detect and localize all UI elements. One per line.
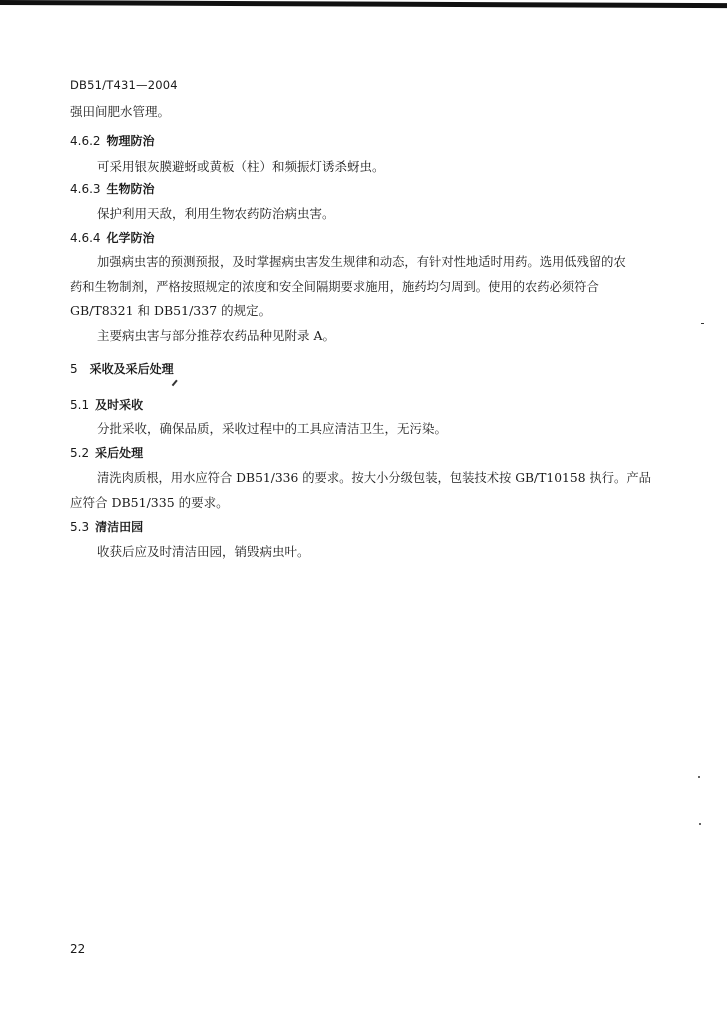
section-heading-5-2 xyxy=(70,445,143,461)
section-title: 化学防治 xyxy=(106,231,155,245)
scan-speck xyxy=(701,323,704,324)
section-heading-4-6-2 xyxy=(70,133,155,149)
section-heading-4-6-4 xyxy=(70,230,155,246)
paragraph-recommended-pesticides: 主要病虫害与部分推荐农药品种见附录 A。 xyxy=(97,328,336,343)
section-title: 及时采收 xyxy=(95,398,144,412)
scan-speck xyxy=(699,823,701,825)
paragraph-physical-control: 可采用银灰膜避蚜或黄板（柱）和频振灯诱杀蚜虫。 xyxy=(97,159,385,174)
paragraph-chemical-control-line-3: GB/T8321 和 DB51/337 的规定。 xyxy=(70,303,272,318)
section-title: 清洁田园 xyxy=(95,520,144,534)
section-number: 5.2 xyxy=(70,446,90,460)
paragraph-chemical-control-line-2: 药和生物制剂，严格按照规定的浓度和安全间隔期要求施用，施药均匀周到。使用的农药必须符合 xyxy=(70,280,599,294)
section-heading-5-1 xyxy=(70,397,143,413)
section-number: 4.6.3 xyxy=(70,182,101,196)
section-heading-5-3 xyxy=(70,519,143,535)
scan-top-border xyxy=(0,0,727,8)
paragraph-post-harvest-line-2: 应符合 DB51/335 的要求。 xyxy=(70,495,229,510)
pen-mark xyxy=(172,380,178,386)
chapter-title: 采收及采后处理 xyxy=(89,362,174,376)
section-title: 物理防治 xyxy=(106,134,155,148)
section-number: 5.3 xyxy=(70,520,90,534)
paragraph-post-harvest-line-1: 清洗肉质根，用水应符合 DB51/336 的要求。按大小分级包装，包装技术按 GB/T10158 执行。产品 xyxy=(97,471,651,485)
chapter-heading-5 xyxy=(70,361,174,377)
paragraph-timely-harvest: 分批采收，确保品质，采收过程中的工具应清洁卫生，无污染。 xyxy=(97,421,448,436)
section-title: 采后处理 xyxy=(95,446,144,460)
page-number: 22 xyxy=(70,942,86,956)
section-number: 4.6.2 xyxy=(70,134,101,148)
paragraph-chemical-control-line-1: 加强病虫害的预测预报，及时掌握病虫害发生规律和动态，有针对性地适时用药。选用低残留的农 xyxy=(97,255,626,269)
section-heading-4-6-3 xyxy=(70,181,155,197)
paragraph-biological-control: 保护利用天敌，利用生物农药防治病虫害。 xyxy=(97,206,335,221)
paragraph-clean-field: 收获后应及时清洁田园，销毁病虫叶。 xyxy=(97,544,310,559)
section-number: 4.6.4 xyxy=(70,231,101,245)
section-number: 5.1 xyxy=(70,398,90,412)
continuation-line: 强田间肥水管理。 xyxy=(70,104,171,119)
chapter-number: 5 xyxy=(70,362,78,376)
document-code-header: DB51/T431—2004 xyxy=(70,78,178,92)
section-title: 生物防治 xyxy=(106,182,155,196)
scan-speck xyxy=(698,776,700,778)
